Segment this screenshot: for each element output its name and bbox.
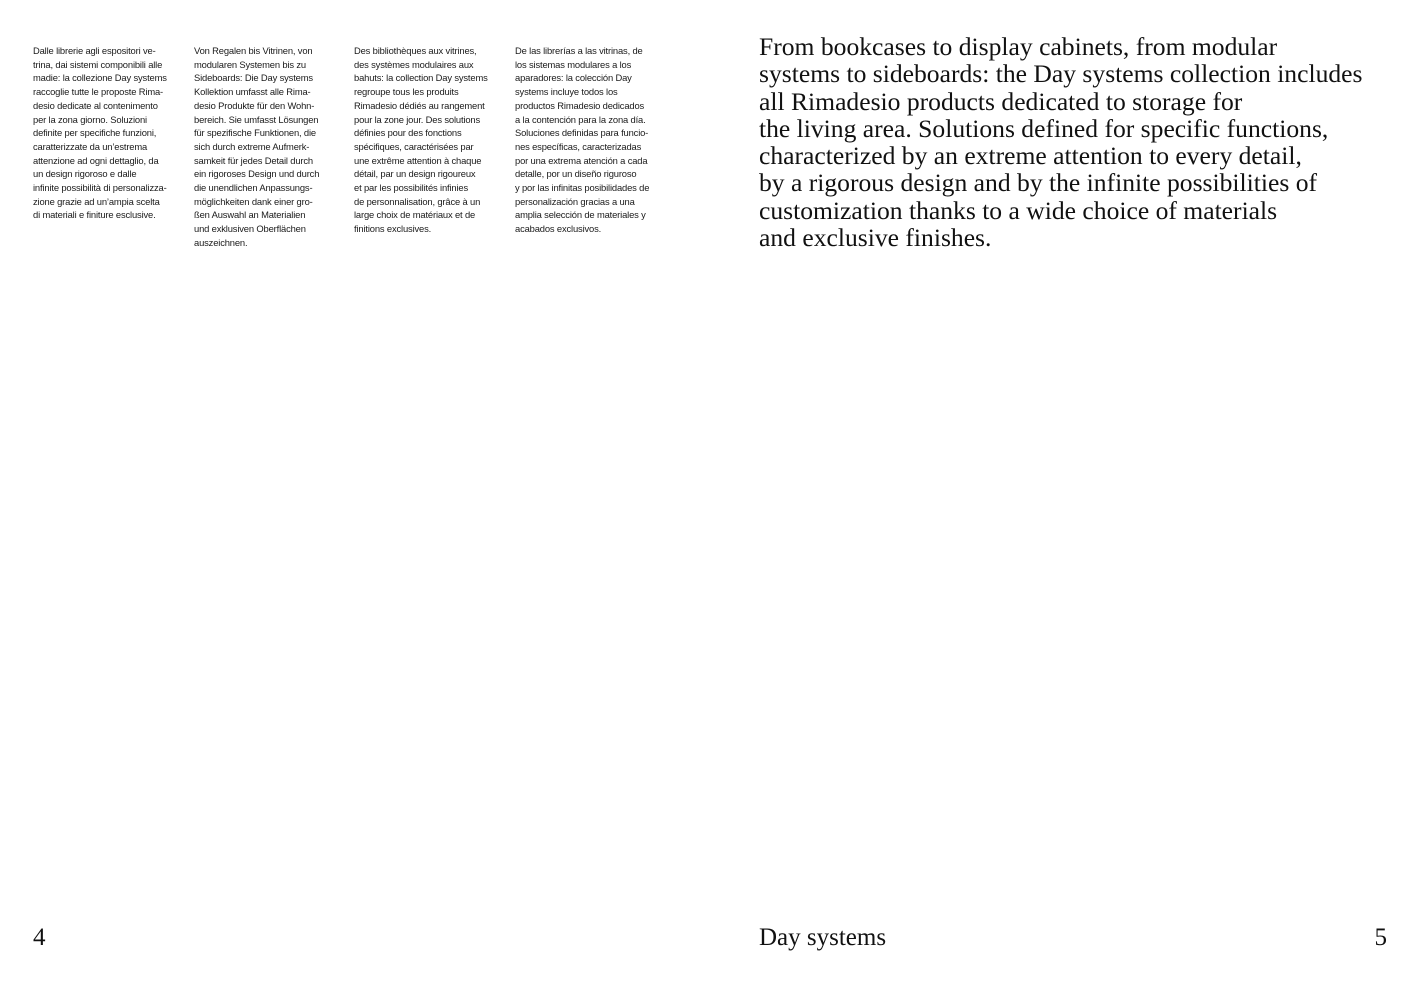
left-page-number: 4 [33,924,46,951]
german-text-column: Von Regalen bis Vitrinen, von modularen Systemen bis zu Sideboards: Die Day systems Kollektion umfasst alle Rima- desio Produkte für den Wohn- bereich. Sie umfasst Lösungen für spezifische Funktionen, die sich durch extreme Aufmerk- samkeit für jedes Detail durch ein rigoroses Design und durch die unendlichen Anpassungs- möglichkeiten dank einer gro- ßen Auswahl an Materialien und exklusiven Oberflächen auszeichnen. [194,45,320,248]
right-page-number: 5 [1374,924,1387,951]
french-text-column: Des bibliothèques aux vitrines, des systèmes modulaires aux bahuts: la collection Day systems regroupe tous les produits Rimadesio dédiés au rangement pour la zone jour. Des solutions définies pour des fonctions spécifiques, caractérisées par une extrême attention à chaque détail, par un design rigoureux et par les possibilités infinies de personnalisation, grâce à un large choix de matériaux et de finitions exclusives. [354,45,488,235]
english-intro-text: From bookcases to display cabinets, from modular systems to sideboards: the Day systems collection includes all Rimadesio products dedicated to storage for the living area. Solutions defined for specific functions, characterized by an extreme attention to every detail, by a rigorous design and by the infinite possibilities of customization thanks to a wide choice of materials and exclusive finishes. [759,32,1363,253]
italian-text-column: Dalle librerie agli espositori ve- trina, dai sistemi componibili alle madie: la collezione Day systems raccoglie tutte le proposte Rima- desio dedicate al contenimento per la zona giorno. Soluzioni definite per specifiche funzioni, caratterizzate da un’estrema attenzione ad ogni dettaglio, da un design rigoroso e dalle infinite possibilità di personalizza- zione grazie ad un’ampia scelta di materiali e finiture esclusive. [33,45,167,221]
section-title: Day systems [759,924,887,951]
spanish-text-column: De las librerías a las vitrinas, de los sistemas modulares a los aparadores: la colección Day systems incluye todos los productos Rimadesio dedicados a la contención para la zona día. Soluciones definidas para funcio- nes específicas, caracterizadas por una extrema atención a cada detalle, por un diseño riguroso y por las infinitas posibilidades de personalización gracias a una amplia selección de materiales y acabados exclusivos. [515,45,650,235]
